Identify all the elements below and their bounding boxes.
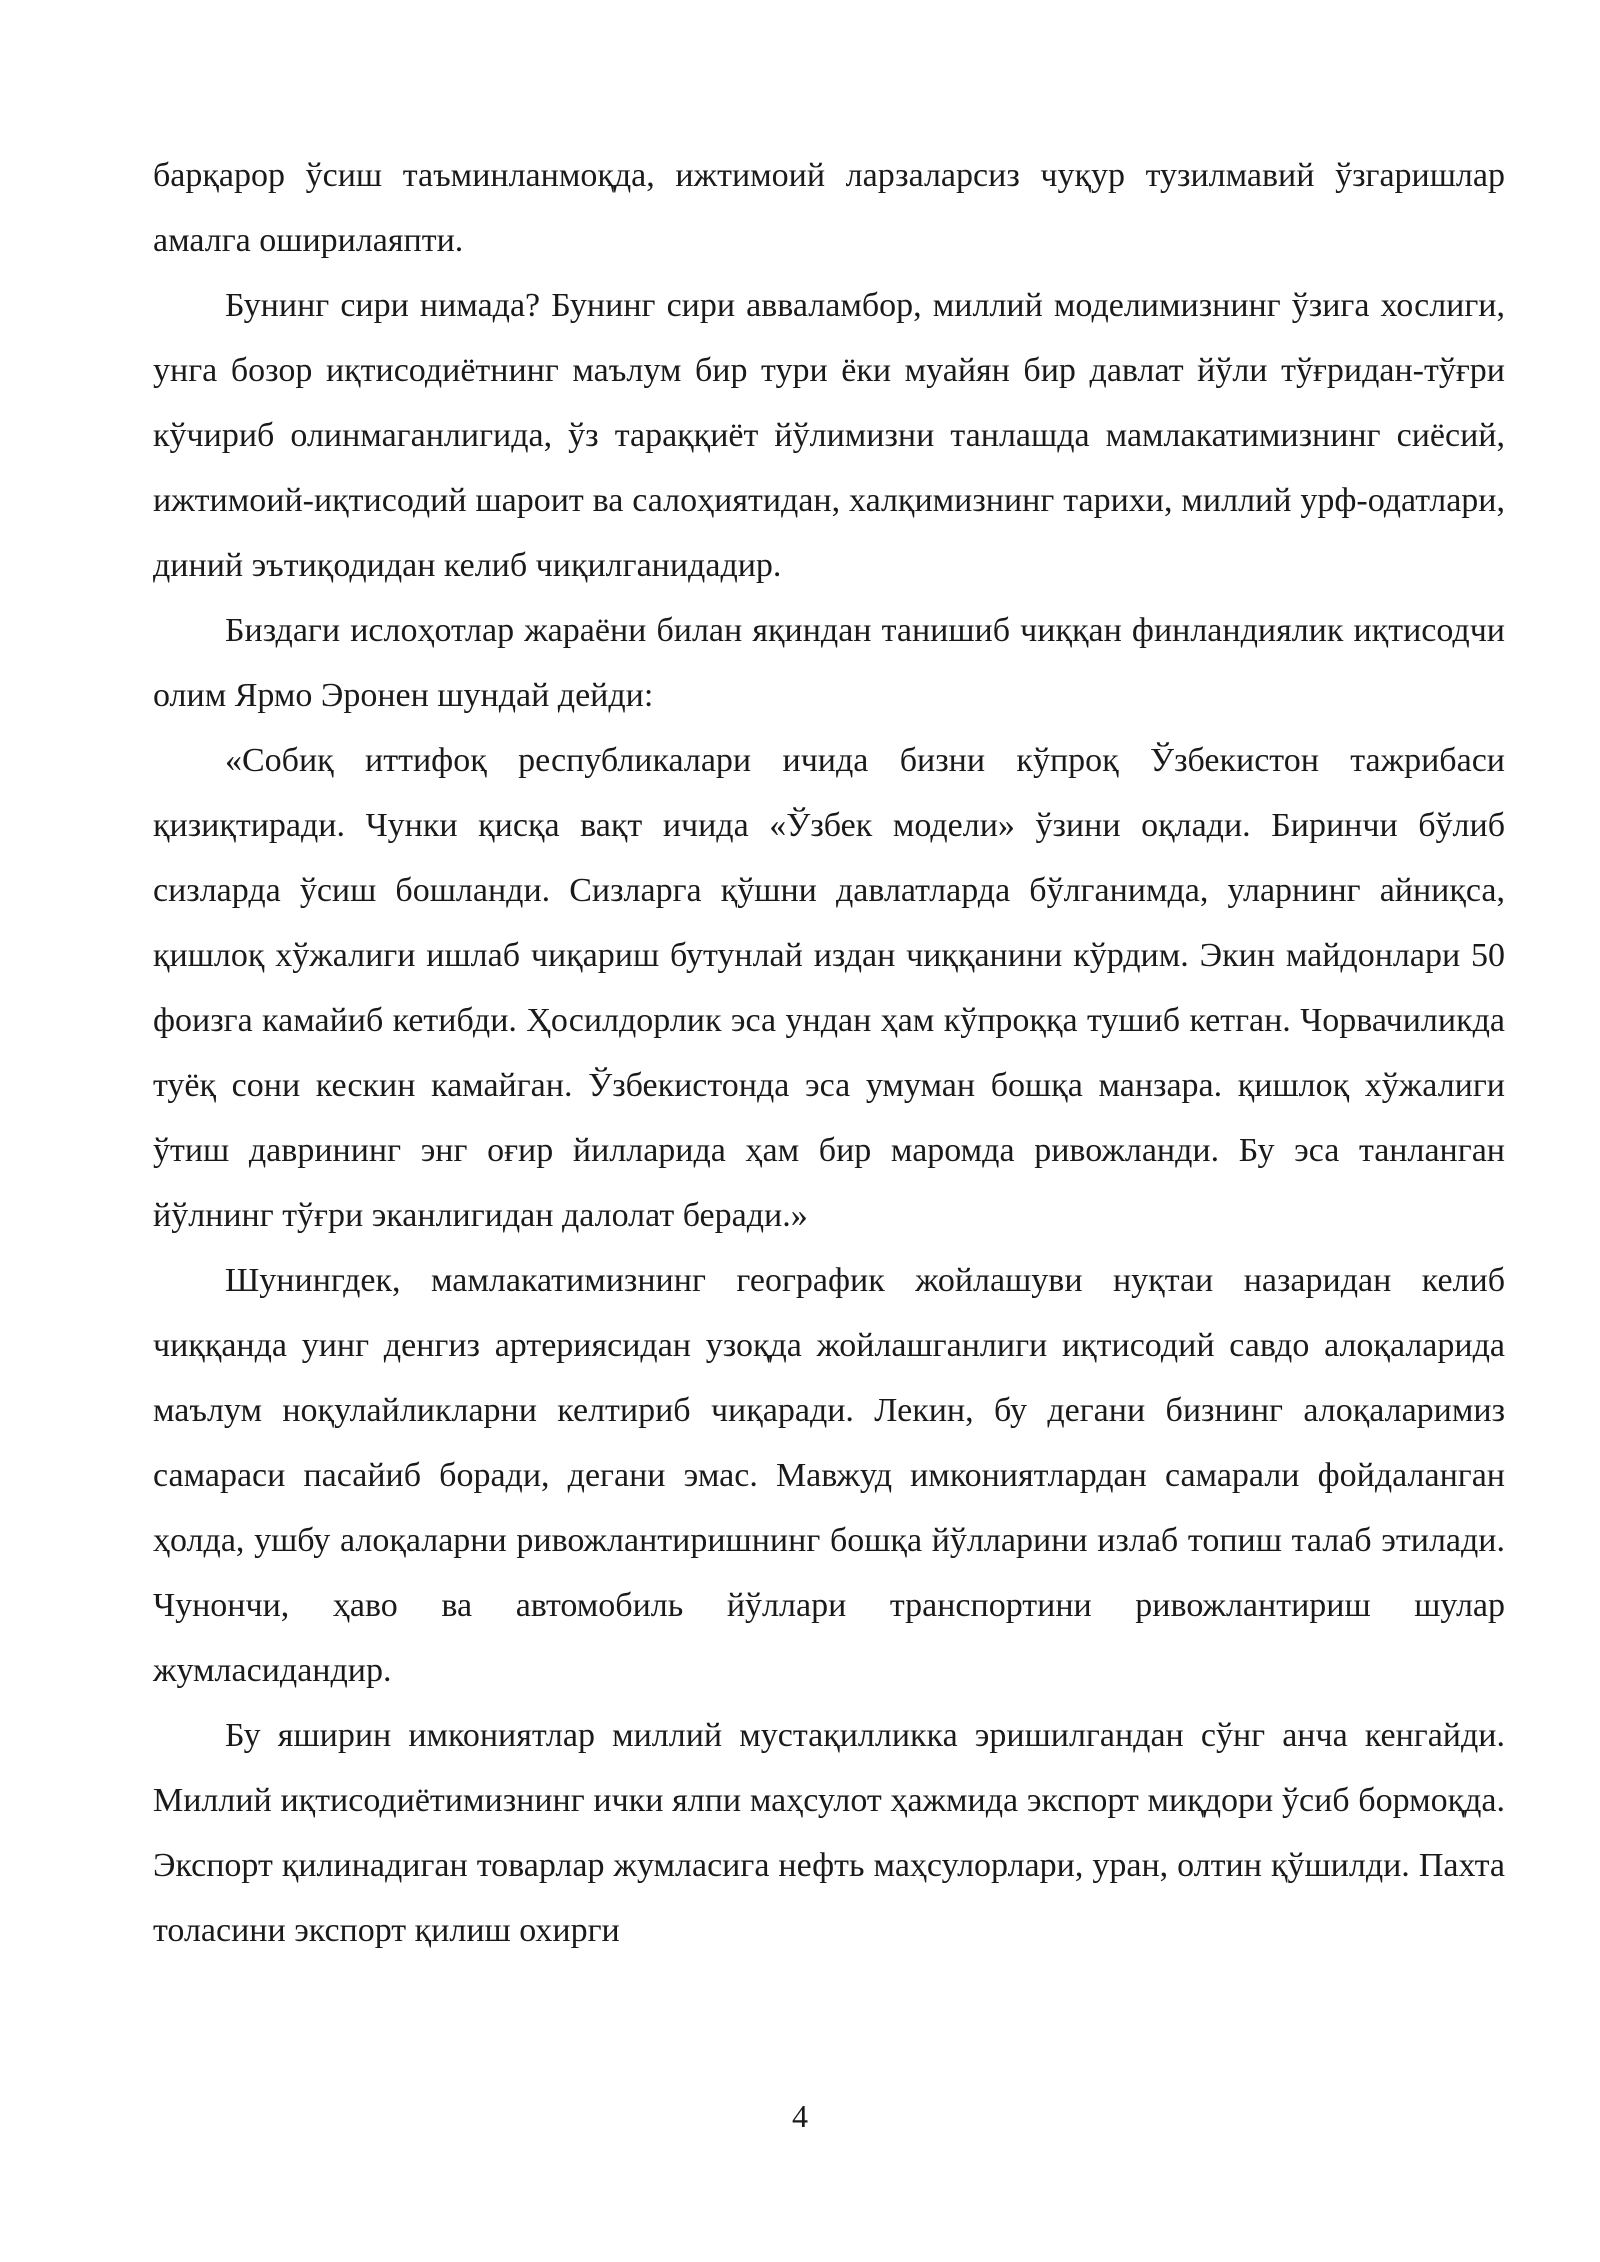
page-number: 4 xyxy=(792,2098,808,2134)
paragraph: Бу яширин имкониятлар миллий мустақилликка эришилгандан сўнг анча кенгайди. Миллий иқтисодиётимизнинг ички ялпи маҳсулот ҳажмида экспорт миқдори ўсиб бормоқда. Экспорт қилинадиган товарлар жумласига нефть маҳсулорлари, уран, олтин қўшилди. Пахта толасини экспорт қилиш охирги xyxy=(153,1717,1505,1949)
paragraph: Шунингдек, мамлакатимизнинг географик жойлашуви нуқтаи назаридан келиб чиққанда уинг денгиз артериясидан узоқда жойлашганлиги иқтисодий савдо алоқаларида маълум ноқулайликларни келтириб чиқаради. Лекин, бу дегани бизнинг алоқаларимиз самараси пасайиб боради, дегани эмас. Мавжуд имкониятлардан самарали фойдаланган ҳолда, ушбу алоқаларни ривожлантиришнинг бошқа йўлларини излаб топиш талаб этилади. Чунончи, ҳаво ва автомобиль йўллари транспортини ривожлантириш шулар жумласидандир. xyxy=(153,1262,1505,1689)
quote-paragraph: «Собиқ иттифоқ республикалари ичида бизни кўпроқ Ўзбекистон тажрибаси қизиқтиради. Чунки қисқа вақт ичида «Ўзбек модели» ўзини оқлади. Биринчи бўлиб сизларда ўсиш бошланди. Сизларга қўшни давлатларда бўлганимда, уларнинг айниқса, қишлоқ хўжалиги ишлаб чиқариш бутунлай издан чиққанини кўрдим. Экин майдонлари 50 фоизга камайиб кетибди. Ҳосилдорлик эса ундан ҳам кўпроққа тушиб кетган. Чорвачиликда туёқ сони кескин камайган. Ўзбекистонда эса умуман бошқа манзара. қишлоқ хўжалиги ўтиш даврининг энг оғир йилларида ҳам бир маромда ривожланди. Бу эса танланган йўлнинг тўғри эканлигидан далолат беради.» xyxy=(153,742,1505,1234)
paragraph: Бунинг сири нимада? Бунинг сири авваламбор, миллий моделимизнинг ўзига хослиги, унга бозор иқтисодиётнинг маълум бир тури ёки муайян бир давлат йўли тўғридан-тўғри кўчириб олинмаганлигида, ўз тараққиёт йўлимизни танлашда мамлакатимизнинг сиёсий, ижтимоий-иқтисодий шароит ва салоҳиятидан, халқимизнинг тарихи, миллий урф-одатлари, диний эътиқодидан келиб чиқилганидадир. xyxy=(153,287,1505,584)
paragraph-continuation: барқарор ўсиш таъминланмоқда, ижтимоий ларзаларсиз чуқур тузилмавий ўзгаришлар амалга оширилаяпти. xyxy=(153,157,1505,259)
document-body xyxy=(153,143,1505,1963)
paragraph: Биздаги ислоҳотлар жараёни билан яқиндан танишиб чиққан финландиялик иқтисодчи олим Ярмо Эронен шундай дейди: xyxy=(153,612,1505,714)
